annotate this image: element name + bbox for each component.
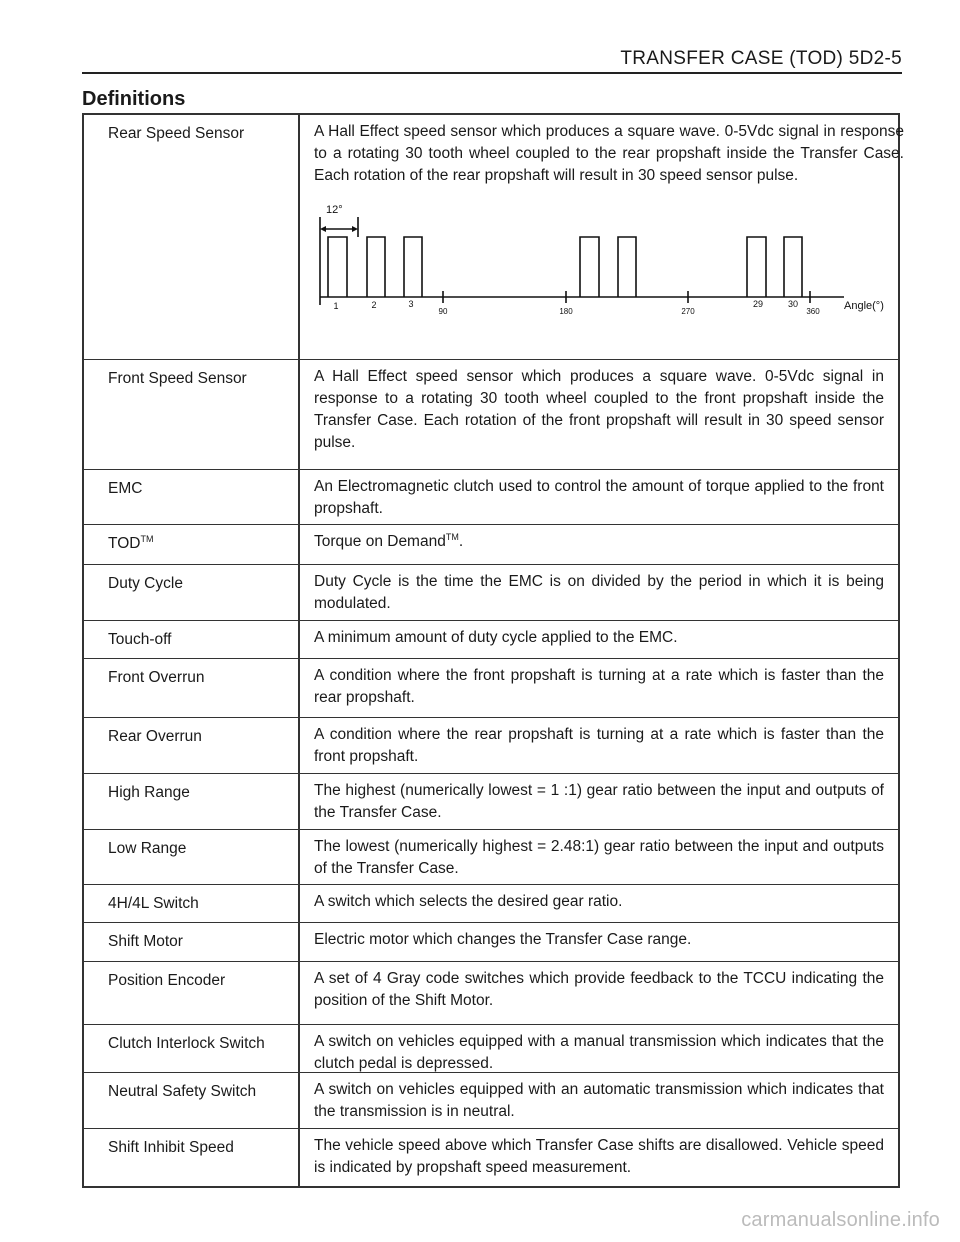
definition-term: Low Range bbox=[84, 830, 300, 884]
definition-row bbox=[84, 774, 898, 830]
definition-row bbox=[84, 1073, 898, 1129]
definition-row bbox=[84, 115, 904, 360]
definition-term: Position Encoder bbox=[84, 962, 300, 1024]
pulse-number: 30 bbox=[787, 299, 799, 309]
definition-term: 4H/4L Switch bbox=[84, 885, 300, 922]
definition-row bbox=[84, 1129, 898, 1186]
pulse-number: 29 bbox=[752, 299, 764, 309]
axis-label: Angle(°) bbox=[844, 300, 884, 312]
definition-description: Electric motor which changes the Transfer Case range. bbox=[314, 931, 692, 948]
pulse-1 bbox=[328, 237, 347, 297]
definition-term: EMC bbox=[84, 470, 300, 524]
trademark-mark: TM bbox=[140, 533, 154, 544]
definition-description-cell bbox=[300, 525, 898, 564]
definition-description-cell bbox=[300, 115, 918, 359]
pulse-13 bbox=[580, 237, 599, 297]
definition-description: The vehicle speed above which Transfer Case shifts are disallowed. Vehicle speed is indicated by propshaft speed measurement. bbox=[314, 1137, 884, 1176]
definitions-table bbox=[82, 113, 904, 1188]
definition-description: Duty Cycle is the time the EMC is on divided by the period in which it is being modulated. bbox=[314, 573, 884, 612]
pulse-14 bbox=[618, 237, 636, 297]
watermark: carmanualsonline.info bbox=[741, 1209, 940, 1231]
definition-description: The lowest (numerically highest = 2.48:1) gear ratio between the input and outputs of the Transfer Case. bbox=[314, 838, 884, 877]
definition-description-end: . bbox=[458, 533, 464, 550]
page-header: TRANSFER CASE (TOD) 5D2-5 bbox=[620, 48, 902, 69]
pulse-2 bbox=[367, 237, 385, 297]
definition-description: A condition where the front propshaft is turning at a rate which is faster than the rear propshaft. bbox=[314, 667, 884, 706]
angle-arrow-right bbox=[352, 226, 358, 232]
trademark-mark: TM bbox=[445, 531, 459, 542]
pulse-number: 1 bbox=[333, 301, 339, 311]
angle-tick-label: 180 bbox=[559, 307, 573, 316]
definition-row bbox=[84, 962, 898, 1025]
definition-term: Rear Overrun bbox=[84, 718, 300, 773]
definition-term: Duty Cycle bbox=[84, 565, 300, 620]
definition-row bbox=[84, 470, 898, 525]
pulse-30 bbox=[784, 237, 802, 297]
pulse-3 bbox=[404, 237, 422, 297]
definition-term: Rear Speed Sensor bbox=[84, 115, 300, 359]
definition-term: Front Speed Sensor bbox=[84, 360, 300, 469]
definition-row bbox=[84, 923, 898, 962]
pulse-number: 2 bbox=[371, 300, 377, 310]
definition-description: An Electromagnetic clutch used to control the amount of torque applied to the front propshaft. bbox=[314, 478, 884, 517]
angle-tick-label: 90 bbox=[438, 307, 448, 316]
definition-description: A Hall Effect speed sensor which produces a square wave. 0-5Vdc signal in response to a rotating 30 tooth wheel coupled to the rear propshaft inside the Transfer Case. Each rotation of the rear propshaft will result in 30 speed sensor pulse. bbox=[314, 123, 904, 184]
definition-row bbox=[84, 565, 898, 621]
definition-term: Front Overrun bbox=[84, 659, 300, 717]
header-rule bbox=[82, 72, 902, 74]
definition-term: High Range bbox=[84, 774, 300, 829]
definition-description: A switch on vehicles equipped with a manual transmission which indicates that the clutch pedal is depressed. bbox=[314, 1033, 884, 1072]
definition-description: A condition where the rear propshaft is turning at a rate which is faster than the front propshaft. bbox=[314, 726, 884, 765]
speed-sensor-pulse-diagram bbox=[314, 195, 904, 325]
angle-label: 12° bbox=[326, 204, 343, 216]
definition-term-cell bbox=[84, 525, 300, 564]
definition-row bbox=[84, 718, 898, 774]
definition-description: A set of 4 Gray code switches which provide feedback to the TCCU indicating the position of the Shift Motor. bbox=[314, 970, 884, 1009]
definition-term: Shift Inhibit Speed bbox=[84, 1129, 300, 1186]
definition-row bbox=[84, 621, 898, 659]
angle-tick-label: 360 bbox=[806, 307, 820, 316]
angle-tick-label: 270 bbox=[681, 307, 695, 316]
pulse-number: 3 bbox=[408, 299, 414, 309]
definition-description: Torque on Demand bbox=[314, 533, 446, 550]
definition-row bbox=[84, 360, 898, 470]
definition-row bbox=[84, 1025, 898, 1073]
definition-description: A switch on vehicles equipped with an automatic transmission which indicates that the transmission is in neutral. bbox=[314, 1081, 884, 1120]
definition-row bbox=[84, 659, 898, 718]
pulse-29 bbox=[747, 237, 766, 297]
definition-description: The highest (numerically lowest = 1 :1) gear ratio between the input and outputs of the Transfer Case. bbox=[314, 782, 884, 821]
definition-row bbox=[84, 885, 898, 923]
definition-row bbox=[84, 525, 898, 565]
angle-arrow-left bbox=[320, 226, 326, 232]
definition-term: Neutral Safety Switch bbox=[84, 1073, 300, 1128]
definition-term: Shift Motor bbox=[84, 923, 300, 961]
section-title: Definitions bbox=[82, 88, 186, 110]
definition-description: A switch which selects the desired gear ratio. bbox=[314, 893, 623, 910]
definition-term: Clutch Interlock Switch bbox=[84, 1025, 300, 1072]
definition-term: Touch-off bbox=[84, 621, 300, 658]
definition-description: A minimum amount of duty cycle applied to the EMC. bbox=[314, 629, 678, 646]
definition-row bbox=[84, 830, 898, 885]
definition-term: TOD bbox=[108, 535, 141, 552]
definition-description: A Hall Effect speed sensor which produces a square wave. 0-5Vdc signal in response to a rotating 30 tooth wheel coupled to the front propshaft inside the Transfer Case. Each rotation of the front propshaft will result in 30 speed sensor pulse. bbox=[314, 368, 884, 451]
